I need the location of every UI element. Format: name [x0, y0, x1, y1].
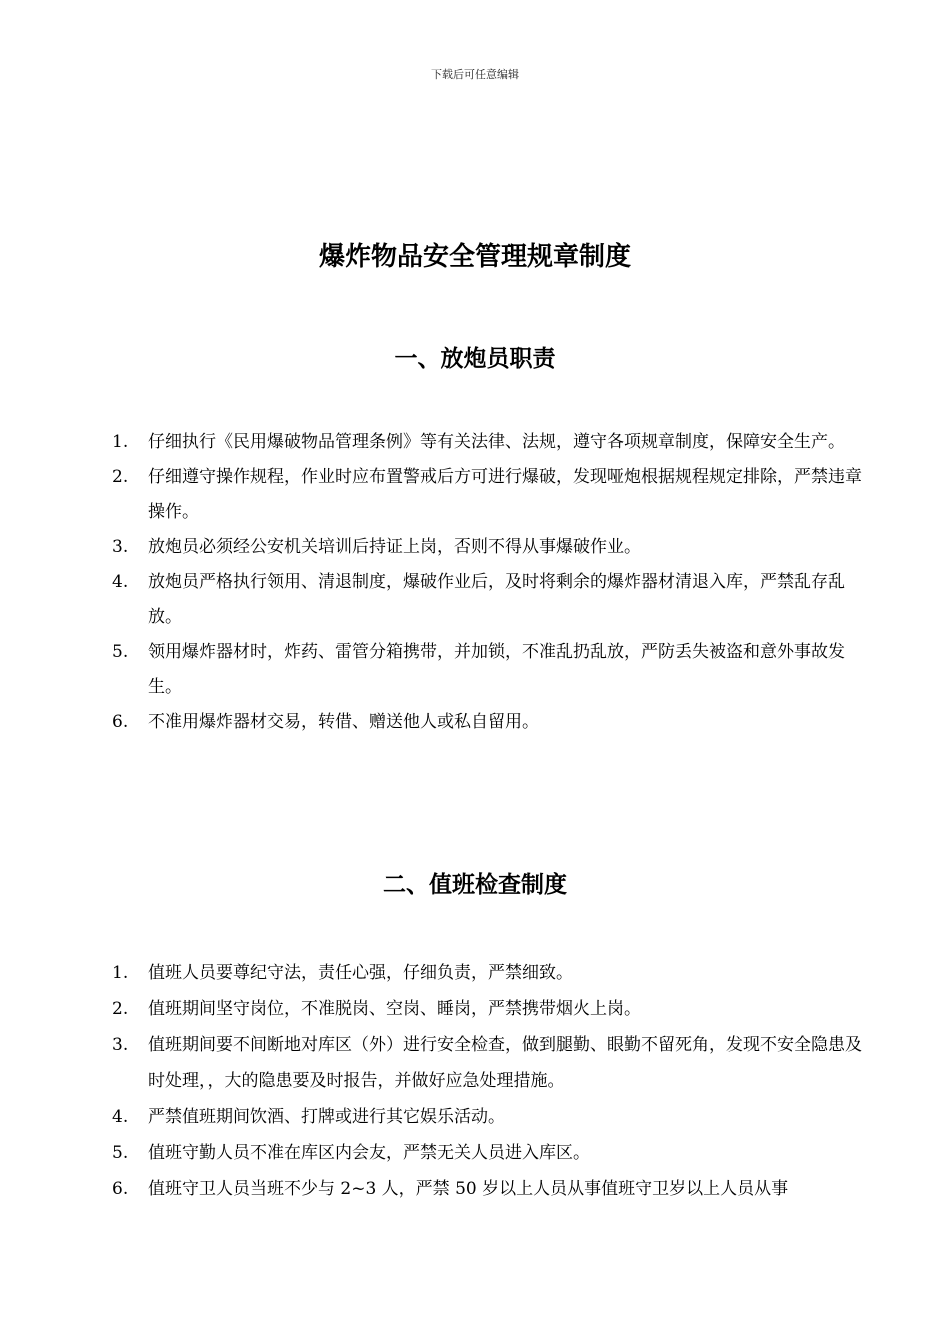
section-title-2: 二、值班检查制度 — [383, 871, 567, 898]
section-2-list — [112, 955, 872, 1207]
item-text: 不准用爆炸器材交易，转借、赠送他人或私自留用。 — [148, 712, 539, 732]
item-number: 4. — [112, 1107, 129, 1127]
item-text: 值班守卫人员当班不少与 2~3 人，严禁 50 岁以上人员从事值班守卫岁以上人员从事 — [148, 1179, 789, 1199]
item-text: 值班期间要不间断地对库区（外）进行安全检查，做到腿勤、眼勤不留死角，发现不安全隐患及时处理，，大的隐患要及时报告，并做好应急处理措施。 — [148, 1035, 862, 1091]
header-note: 下载后可任意编辑 — [431, 68, 519, 81]
item-number: 2. — [112, 467, 129, 487]
list-item — [112, 1135, 872, 1171]
item-number: 1. — [112, 432, 129, 452]
item-text: 仔细遵守操作规程，作业时应布置警戒后方可进行爆破，发现哑炮根据规程规定排除，严禁违章操作。 — [148, 467, 862, 522]
item-number: 5. — [112, 1143, 129, 1163]
section-1-list — [112, 425, 872, 740]
list-item — [112, 530, 872, 565]
list-item — [112, 565, 872, 635]
item-number: 3. — [112, 1035, 129, 1055]
item-text: 值班期间坚守岗位，不准脱岗、空岗、睡岗，严禁携带烟火上岗。 — [148, 999, 641, 1019]
document-title: 爆炸物品安全管理规章制度 — [318, 242, 631, 272]
item-text: 领用爆炸器材时，炸药、雷管分箱携带，并加锁，不准乱扔乱放，严防丢失被盗和意外事故发生。 — [148, 642, 845, 697]
item-number: 6. — [112, 712, 129, 732]
item-text: 放炮员必须经公安机关培训后持证上岗，否则不得从事爆破作业。 — [148, 537, 641, 557]
list-item — [112, 1027, 872, 1099]
section-title-1: 一、放炮员职责 — [394, 345, 556, 372]
item-text: 值班守勤人员不准在库区内会友，严禁无关人员进入库区。 — [148, 1143, 590, 1163]
item-text: 值班人员要尊纪守法，责任心强，仔细负责，严禁细致。 — [148, 963, 573, 983]
list-item — [112, 705, 872, 740]
list-item — [112, 955, 872, 991]
item-text: 放炮员严格执行领用、清退制度，爆破作业后，及时将剩余的爆炸器材清退入库，严禁乱存乱放。 — [148, 572, 845, 627]
item-number: 5. — [112, 642, 129, 662]
item-number: 1. — [112, 963, 129, 983]
item-number: 4. — [112, 572, 129, 592]
list-item — [112, 991, 872, 1027]
list-item — [112, 635, 872, 705]
list-item — [112, 1171, 872, 1207]
item-number: 3. — [112, 537, 129, 557]
item-text: 严禁值班期间饮酒、打牌或进行其它娱乐活动。 — [148, 1107, 505, 1127]
item-number: 2. — [112, 999, 129, 1019]
list-item — [112, 1099, 872, 1135]
list-item — [112, 460, 872, 530]
list-item — [112, 425, 872, 460]
item-text: 仔细执行《民用爆破物品管理条例》等有关法律、法规，遵守各项规章制度，保障安全生产。 — [148, 432, 845, 452]
item-number: 6. — [112, 1179, 129, 1199]
